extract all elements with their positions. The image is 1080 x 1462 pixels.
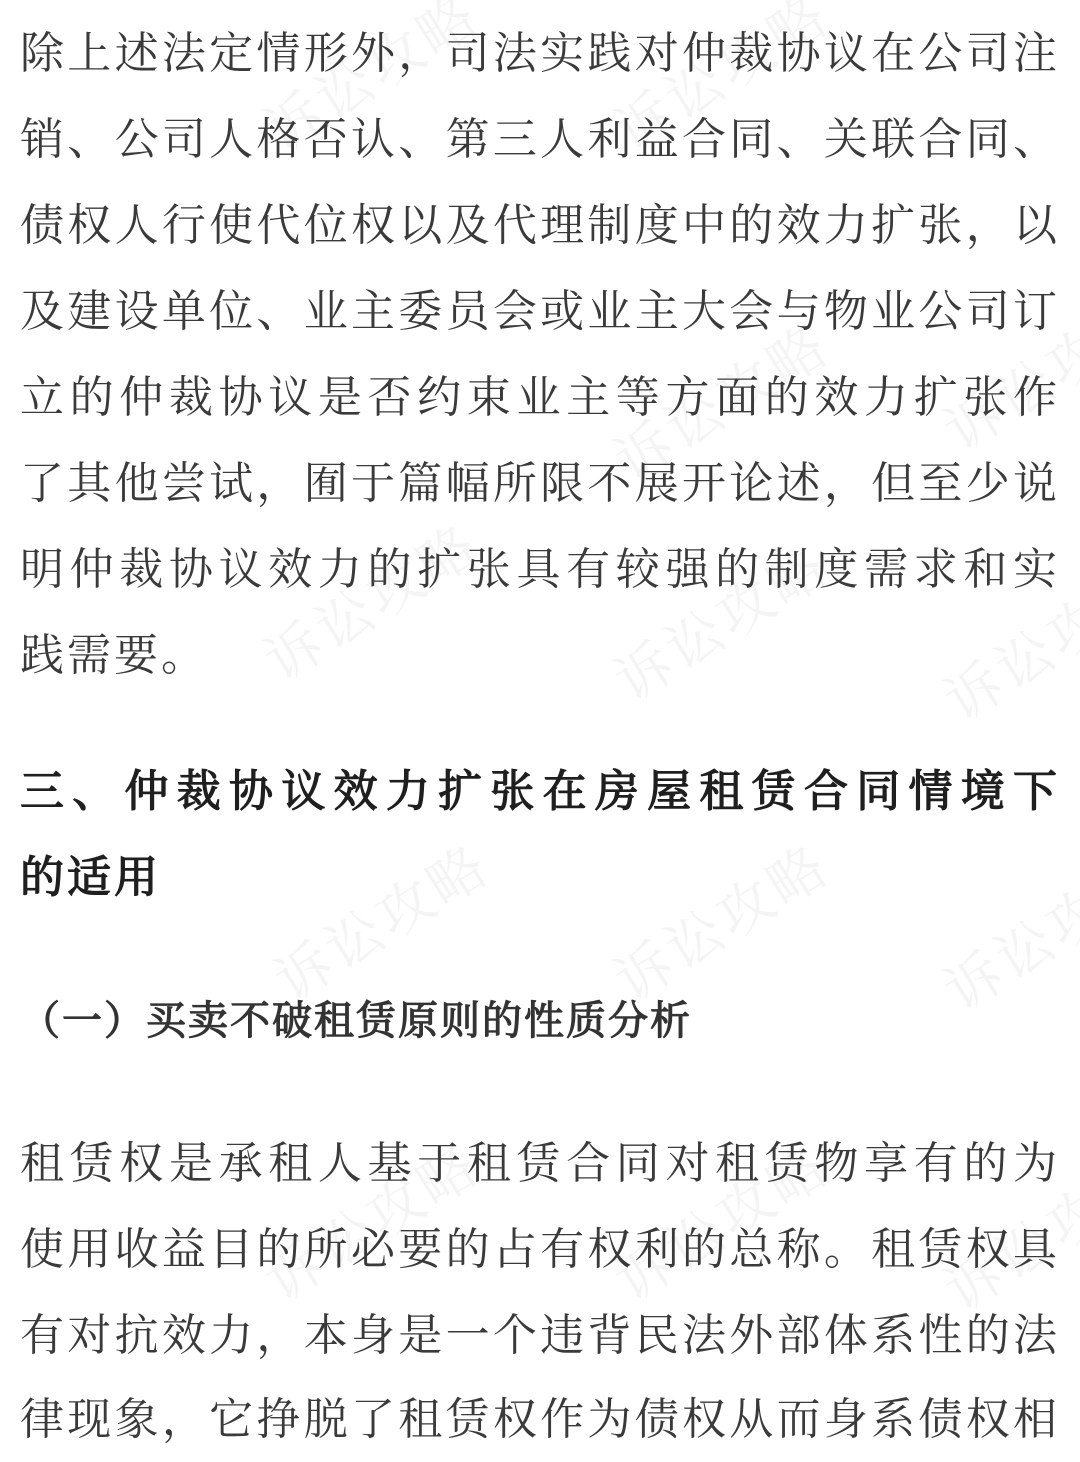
- paragraph-line: 践需要。: [20, 630, 208, 681]
- paragraph-line: 了其他尝试，囿于篇幅所限不展开论述，但至少说: [20, 458, 1060, 509]
- paragraph-line: 明仲裁协议效力的扩张具有较强的制度需求和实: [20, 544, 1060, 595]
- paragraph-line: 债权人行使代位权以及代理制度中的效力扩张，以: [20, 200, 1060, 251]
- subsection-heading: （一）买卖不破租赁原则的性质分析: [20, 998, 692, 1044]
- paragraph-line: 律现象，它挣脱了租赁权作为债权从而身系债权相: [20, 1394, 1060, 1445]
- section-heading-line: 三、仲裁协议效力扩张在房屋租赁合同情境下: [20, 766, 1060, 817]
- section-heading-line: 的适用: [20, 852, 161, 903]
- paragraph-line: 租赁权是承租人基于租赁合同对租赁物享有的为: [20, 1138, 1060, 1189]
- paragraph-line: 立的仲裁协议是否约束业主等方面的效力扩张作: [20, 372, 1060, 423]
- paragraph-line: 有对抗效力，本身是一个违背民法外部体系性的法: [20, 1310, 1060, 1361]
- paragraph-line: 及建设单位、业主委员会或业主大会与物业公司订: [20, 286, 1060, 337]
- paragraph-line: 除上述法定情形外，司法实践对仲裁协议在公司注: [20, 28, 1060, 79]
- paragraph-line: 销、公司人格否认、第三人利益合同、关联合同、: [20, 114, 1060, 165]
- paragraph-line: 使用收益目的所必要的占有权利的总称。租赁权具: [20, 1224, 1060, 1275]
